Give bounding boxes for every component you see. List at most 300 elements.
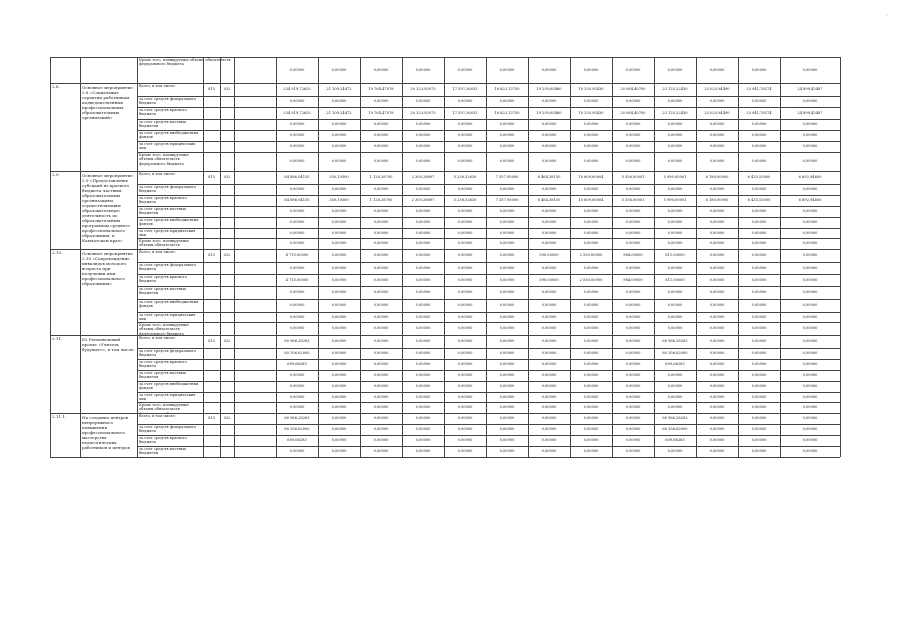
amount-cell: 19 764,47078 [368, 87, 394, 91]
column-rule [80, 335, 81, 413]
column-rule [738, 413, 739, 457]
amount-cell: 0,00000 [751, 373, 767, 377]
column-rule [234, 83, 235, 171]
column-rule [738, 83, 739, 171]
row-rule [137, 96, 840, 97]
amount-cell: 0,00000 [373, 144, 389, 148]
column-rule [234, 249, 235, 335]
funding-source-label: Кроме того, планируемые объемы обязательств федерального бюджета [139, 58, 231, 67]
amount-cell: 0,00000 [709, 362, 725, 366]
amount-cell: 0,00000 [457, 220, 473, 224]
amount-cell: 0,00000 [667, 133, 683, 137]
column-rule [50, 249, 51, 335]
amount-cell: 0,00000 [541, 67, 557, 72]
amount-cell: 0,00000 [457, 394, 473, 399]
column-rule [220, 83, 221, 171]
row-rule [137, 370, 840, 371]
amount-cell: 0,00000 [625, 303, 641, 307]
amount-cell: 0,00000 [751, 339, 767, 343]
amount-cell: 0,00000 [289, 449, 305, 453]
amount-cell: 0,00000 [373, 220, 389, 224]
amount-cell: 60 356,62000 [284, 427, 310, 431]
amount-cell: 0,00000 [373, 122, 389, 126]
amount-cell: 390,00000 [539, 277, 559, 282]
amount-cell: 0,00000 [667, 209, 683, 213]
amount-cell: 0,00000 [457, 362, 473, 366]
amount-cell: 0,00000 [415, 277, 431, 282]
amount-cell: 0,00000 [499, 362, 515, 366]
amount-cell: 0,00000 [373, 373, 389, 377]
amount-cell: 0,00000 [709, 303, 725, 307]
amount-cell: 0,00000 [802, 133, 818, 137]
column-rule [486, 335, 487, 413]
amount-cell: 0,00000 [457, 303, 473, 307]
budget-code-section: 022 [223, 416, 231, 420]
amount-cell: 0,00000 [709, 241, 725, 245]
column-rule [696, 83, 697, 171]
amount-cell: 20 323,92073 [410, 87, 436, 91]
amount-cell: 19 335,95430 [578, 110, 604, 115]
amount-cell: 0,00000 [709, 394, 725, 399]
amount-cell: 0,00000 [331, 405, 347, 409]
amount-cell: 0,00000 [667, 449, 683, 453]
column-rule [220, 249, 221, 335]
amount-cell: 0,00000 [583, 303, 599, 307]
column-rule [570, 335, 571, 413]
amount-cell: 0,00000 [802, 230, 818, 235]
column-rule [696, 413, 697, 457]
amount-cell: 17 597,26033 [452, 110, 478, 115]
amount-cell: 0,00000 [415, 405, 431, 409]
amount-cell: 0,00000 [751, 122, 767, 126]
amount-cell: 0,00000 [751, 99, 767, 103]
column-rule [234, 335, 235, 413]
amount-cell: 18 822,13750 [494, 110, 520, 115]
amount-cell: 609,66283 [665, 438, 685, 442]
column-rule [696, 335, 697, 413]
row-rule [137, 348, 840, 349]
column-rule [444, 57, 445, 83]
amount-cell: 0,00000 [625, 405, 641, 409]
amount-cell: 350,19300 [329, 198, 349, 202]
row-rule [137, 381, 840, 382]
column-rule [80, 83, 81, 171]
budget-code-section: 022 [223, 253, 231, 257]
column-rule [840, 171, 841, 249]
funding-source-label: за счет средств федерального бюджета [139, 424, 197, 434]
amount-cell: 0,00000 [802, 159, 818, 163]
amount-cell: 24 899,45487 [797, 87, 823, 91]
column-rule [137, 57, 138, 83]
column-rule [234, 57, 235, 83]
amount-cell: 0,00000 [289, 230, 305, 235]
column-rule [780, 57, 781, 83]
column-rule [696, 57, 697, 83]
amount-cell: 0,00000 [541, 339, 557, 343]
amount-cell: 0,00000 [667, 159, 683, 163]
amount-cell: 0,00000 [499, 394, 515, 399]
amount-cell: 0,00000 [415, 326, 431, 330]
row-rule [137, 141, 840, 142]
amount-cell: 0,00000 [373, 241, 389, 245]
amount-cell: 1 128,28700 [369, 175, 393, 179]
amount-cell: 0,00000 [499, 187, 515, 191]
amount-cell: 60 966,28283 [662, 416, 688, 420]
column-rule [318, 171, 319, 249]
amount-cell: 0,00000 [709, 99, 725, 103]
column-rule [360, 171, 361, 249]
amount-cell: 0,00000 [583, 133, 599, 137]
column-rule [486, 413, 487, 457]
amount-cell: 20 064,40700 [620, 87, 646, 91]
amount-cell: 64 886,04155 [284, 198, 310, 202]
column-rule [780, 335, 781, 413]
amount-cell: 0,00000 [331, 122, 347, 126]
amount-cell: 0,00000 [667, 290, 683, 294]
column-rule [780, 171, 781, 249]
column-rule [738, 335, 739, 413]
amount-cell: 0,00000 [457, 144, 473, 148]
amount-cell: 0,00000 [499, 290, 515, 294]
amount-cell: 0,00000 [499, 427, 515, 431]
amount-cell: 0,00000 [625, 230, 641, 235]
column-rule [528, 57, 529, 83]
amount-cell: 0,00000 [625, 144, 641, 148]
amount-cell: 390,00000 [539, 253, 559, 257]
amount-cell: 0,00000 [499, 67, 515, 72]
amount-cell: 0,00000 [625, 122, 641, 126]
amount-cell: 0,00000 [289, 384, 305, 388]
amount-cell: 0,00000 [415, 230, 431, 235]
amount-cell: 0,00000 [541, 241, 557, 245]
funding-source-label: Кроме того, планируемые объемы обязательств [139, 238, 189, 248]
amount-cell: 0,00000 [373, 384, 389, 388]
amount-cell: 0,00000 [457, 405, 473, 409]
amount-cell: 0,00000 [709, 449, 725, 453]
amount-cell: 0,00000 [289, 144, 305, 148]
column-rule [654, 413, 655, 457]
row-rule [137, 435, 840, 436]
amount-cell: 0,00000 [457, 449, 473, 453]
amount-cell: 0,00000 [667, 265, 683, 270]
amount-cell: 0,00000 [541, 362, 557, 366]
column-rule [137, 83, 138, 171]
row-rule [137, 299, 840, 300]
amount-cell: 0,00000 [583, 67, 599, 72]
amount-cell: 0,00000 [802, 290, 818, 294]
amount-cell: 0,00000 [415, 253, 431, 257]
column-rule [137, 335, 138, 413]
column-rule [276, 83, 277, 171]
amount-cell: 1 128,28700 [369, 198, 393, 202]
amount-cell: 0,00000 [583, 351, 599, 355]
amount-cell: 60 356,62000 [662, 351, 688, 355]
amount-cell: 0,00000 [331, 99, 347, 103]
amount-cell: 0,00000 [583, 394, 599, 399]
amount-cell: 0,00000 [373, 290, 389, 294]
amount-cell: 0,00000 [583, 339, 599, 343]
amount-cell: 0,00000 [331, 362, 347, 366]
column-rule [402, 335, 403, 413]
row-rule [137, 286, 840, 287]
amount-cell: 20 323,92073 [410, 110, 436, 115]
amount-cell: 0,00000 [289, 99, 305, 103]
amount-cell: 0,00000 [499, 265, 515, 270]
amount-cell: 609,66283 [665, 362, 685, 366]
column-rule [80, 413, 81, 457]
measure-title: Основное мероприятие 2.10 «Сопровождение инвалидов молодого возраста при получении ими профессионального образования» [82, 251, 133, 286]
measure-title: Основное мероприятие 2.9 «Предоставление субсидий из краевого бюджета частным образовательным организациям, осуществляющим образовательную деятельность по образовательным программам среднего профессионального образования, в Камчатском крае» [82, 173, 133, 243]
amount-cell: 0,00000 [289, 241, 305, 245]
amount-cell: 0,00000 [331, 220, 347, 224]
amount-cell: 0,00000 [751, 405, 767, 409]
amount-cell: 0,00000 [373, 209, 389, 213]
column-rule [360, 57, 361, 83]
amount-cell: 0,00000 [583, 209, 599, 213]
amount-cell: 0,00000 [583, 99, 599, 103]
column-rule [486, 171, 487, 249]
measure-number: 2.11. [52, 337, 63, 341]
row-rule [137, 312, 840, 313]
funding-source-label: за счет средств краевого бюджета [139, 195, 187, 205]
amount-cell: 0,00000 [625, 314, 641, 319]
amount-cell: 0,00000 [289, 220, 305, 224]
amount-cell: 0,00000 [751, 362, 767, 366]
amount-cell: 19 335,95430 [578, 87, 604, 91]
row-rule [137, 392, 840, 393]
amount-cell: 0,00000 [415, 427, 431, 431]
amount-cell: 0,00000 [499, 405, 515, 409]
amount-cell: 5 990,00001 [663, 198, 687, 202]
amount-cell: 0,00000 [541, 427, 557, 431]
column-rule [444, 413, 445, 457]
amount-cell: 4 715,00000 [285, 277, 309, 282]
amount-cell: 0,00000 [457, 427, 473, 431]
amount-cell: 0,00000 [667, 187, 683, 191]
amount-cell: 0,00000 [541, 314, 557, 319]
column-rule [318, 57, 319, 83]
column-rule [780, 413, 781, 457]
funding-source-label: за счет средств федерального бюджета [139, 262, 197, 272]
amount-cell: 0,00000 [802, 265, 818, 270]
amount-cell: 0,00000 [415, 351, 431, 355]
scan-mark: ' [886, 14, 888, 21]
amount-cell: 0,00000 [415, 159, 431, 163]
amount-cell: 811,00000 [665, 253, 685, 257]
amount-cell: 0,00000 [457, 351, 473, 355]
funding-source-label: за счет средств внебюджетных фондов [139, 217, 199, 227]
amount-cell: 0,00000 [331, 339, 347, 343]
row-rule [137, 322, 840, 323]
amount-cell: 0,00000 [709, 326, 725, 330]
amount-cell: 0,00000 [802, 394, 818, 399]
amount-cell: 0,00000 [667, 326, 683, 330]
budget-code-section: 022 [223, 87, 231, 91]
amount-cell: 0,00000 [289, 373, 305, 377]
amount-cell: 0,00000 [667, 303, 683, 307]
amount-cell: 0,00000 [625, 416, 641, 420]
amount-cell: 0,00000 [457, 230, 473, 235]
amount-cell: 0,00000 [331, 351, 347, 355]
column-rule [444, 171, 445, 249]
amount-cell: 0,00000 [499, 122, 515, 126]
amount-cell: 0,00000 [499, 373, 515, 377]
column-rule [444, 249, 445, 335]
measure-number: 2.10. [52, 251, 63, 255]
column-rule [50, 171, 51, 249]
amount-cell: 19 295,65460 [536, 87, 562, 91]
amount-cell: 6 692,94600 [798, 198, 822, 202]
amount-cell: 0,00000 [373, 67, 389, 72]
amount-cell: 0,00000 [583, 220, 599, 224]
amount-cell: 0,00000 [625, 339, 641, 343]
amount-cell: 0,00000 [373, 394, 389, 399]
amount-cell: 0,00000 [751, 277, 767, 282]
column-rule [654, 57, 655, 83]
row-rule [137, 274, 840, 275]
amount-cell: 0,00000 [331, 67, 347, 72]
amount-cell: 23 023,94490 [704, 110, 730, 115]
column-rule [276, 335, 277, 413]
funding-source-label: за счет средств местных бюджетов [139, 119, 186, 129]
amount-cell: 0,00000 [457, 209, 473, 213]
amount-cell: 0,00000 [751, 394, 767, 399]
amount-cell: 0,00000 [415, 303, 431, 307]
amount-cell: 0,00000 [415, 314, 431, 319]
amount-cell: 0,00000 [331, 438, 347, 442]
amount-cell: 0,00000 [415, 438, 431, 442]
funding-source-label: Кроме того, планируемые объемы обязательств [139, 402, 189, 412]
amount-cell: 0,00000 [457, 384, 473, 388]
amount-cell: 0,00000 [415, 99, 431, 103]
amount-cell: 0,00000 [625, 449, 641, 453]
amount-cell: 0,00000 [289, 159, 305, 163]
column-rule [654, 249, 655, 335]
row-rule [137, 119, 840, 120]
funding-source-label: за счет средств краевого бюджета [139, 107, 187, 117]
amount-cell: 0,00000 [541, 290, 557, 294]
amount-cell: 0,00000 [415, 362, 431, 366]
amount-cell: 0,00000 [289, 405, 305, 409]
amount-cell: 0,00000 [802, 405, 818, 409]
amount-cell: 0,00000 [457, 438, 473, 442]
row-rule [137, 238, 840, 239]
measure-title: Основное мероприятие 2.8 «Социальные гарантии работникам подведомственных профессиональных образовательных организаций» [82, 85, 133, 120]
column-rule [570, 171, 571, 249]
amount-cell: 0,00000 [373, 230, 389, 235]
amount-cell: 0,00000 [583, 314, 599, 319]
amount-cell: 0,00000 [457, 373, 473, 377]
amount-cell: 0,00000 [802, 326, 818, 330]
column-rule [80, 249, 81, 335]
amount-cell: 0,00000 [751, 159, 767, 163]
column-rule [528, 335, 529, 413]
column-rule [570, 83, 571, 171]
amount-cell: 0,00000 [499, 314, 515, 319]
amount-cell: 0,00000 [457, 67, 473, 72]
column-rule [402, 413, 403, 457]
amount-cell: 0,00000 [802, 220, 818, 224]
amount-cell: 0,00000 [751, 326, 767, 330]
amount-cell: 0,00000 [583, 373, 599, 377]
column-rule [570, 57, 571, 83]
amount-cell: 0,00000 [373, 427, 389, 431]
amount-cell: 23 941,78274 [746, 110, 772, 115]
amount-cell: 0,00000 [415, 220, 431, 224]
amount-cell: 0,00000 [373, 133, 389, 137]
amount-cell: 0,00000 [541, 438, 557, 442]
column-rule [276, 171, 277, 249]
amount-cell: 0,00000 [709, 405, 725, 409]
amount-cell: 0,00000 [802, 144, 818, 148]
amount-cell: 2 550,00000 [579, 253, 603, 257]
funding-source-label: за счет средств внебюджетных фондов [139, 130, 199, 140]
funding-source-label: за счет средств местных бюджетов [139, 446, 186, 456]
amount-cell: 0,00000 [331, 187, 347, 191]
column-rule [220, 57, 221, 83]
column-rule [50, 413, 51, 457]
amount-cell: 0,00000 [331, 427, 347, 431]
amount-cell: 0,00000 [583, 416, 599, 420]
budget-code-grbs: 815 [208, 87, 215, 91]
column-rule [402, 249, 403, 335]
column-rule [402, 83, 403, 171]
amount-cell: 0,00000 [709, 220, 725, 224]
amount-cell: 0,00000 [457, 339, 473, 343]
amount-cell: 964,00000 [623, 277, 643, 282]
funding-source-label: за счет средств федерального бюджета [139, 184, 197, 194]
amount-cell: 6 180,00000 [705, 175, 729, 179]
funding-source-label: за счет средств юридических лиц [139, 312, 196, 322]
amount-cell: 0,00000 [802, 373, 818, 377]
amount-cell: 0,00000 [802, 339, 818, 343]
amount-cell: 0,00000 [802, 187, 818, 191]
amount-cell: 0,00000 [415, 187, 431, 191]
amount-cell: 0,00000 [625, 67, 641, 72]
amount-cell: 0,00000 [331, 265, 347, 270]
row-rule [137, 228, 840, 229]
amount-cell: 0,00000 [499, 416, 515, 420]
amount-cell: 0,00000 [331, 241, 347, 245]
amount-cell: 0,00000 [541, 303, 557, 307]
amount-cell: 6 692,94600 [798, 175, 822, 179]
column-rule [840, 335, 841, 413]
amount-cell: 0,00000 [625, 427, 641, 431]
amount-cell: 0,00000 [625, 438, 641, 442]
amount-cell: 0,00000 [667, 122, 683, 126]
row-rule [137, 217, 840, 218]
amount-cell: 0,00000 [751, 314, 767, 319]
amount-cell: 0,00000 [541, 326, 557, 330]
amount-cell: 350,19300 [329, 175, 349, 179]
amount-cell: 5 238,52630 [453, 175, 477, 179]
amount-cell: 0,00000 [373, 326, 389, 330]
amount-cell: 0,00000 [583, 187, 599, 191]
column-rule [840, 83, 841, 171]
funding-source-label: за счет средств краевого бюджета [139, 359, 187, 369]
amount-cell: 0,00000 [415, 384, 431, 388]
column-rule [80, 57, 81, 83]
column-rule [137, 249, 138, 335]
row-rule [137, 424, 840, 425]
amount-cell: 0,00000 [541, 373, 557, 377]
amount-cell: 5 556,00001 [621, 175, 645, 179]
budget-code-grbs: 815 [208, 339, 215, 343]
column-rule [402, 57, 403, 83]
measure-number: 2.8. [52, 85, 60, 89]
amount-cell: 0,00000 [499, 99, 515, 103]
amount-cell: 0,00000 [499, 159, 515, 163]
